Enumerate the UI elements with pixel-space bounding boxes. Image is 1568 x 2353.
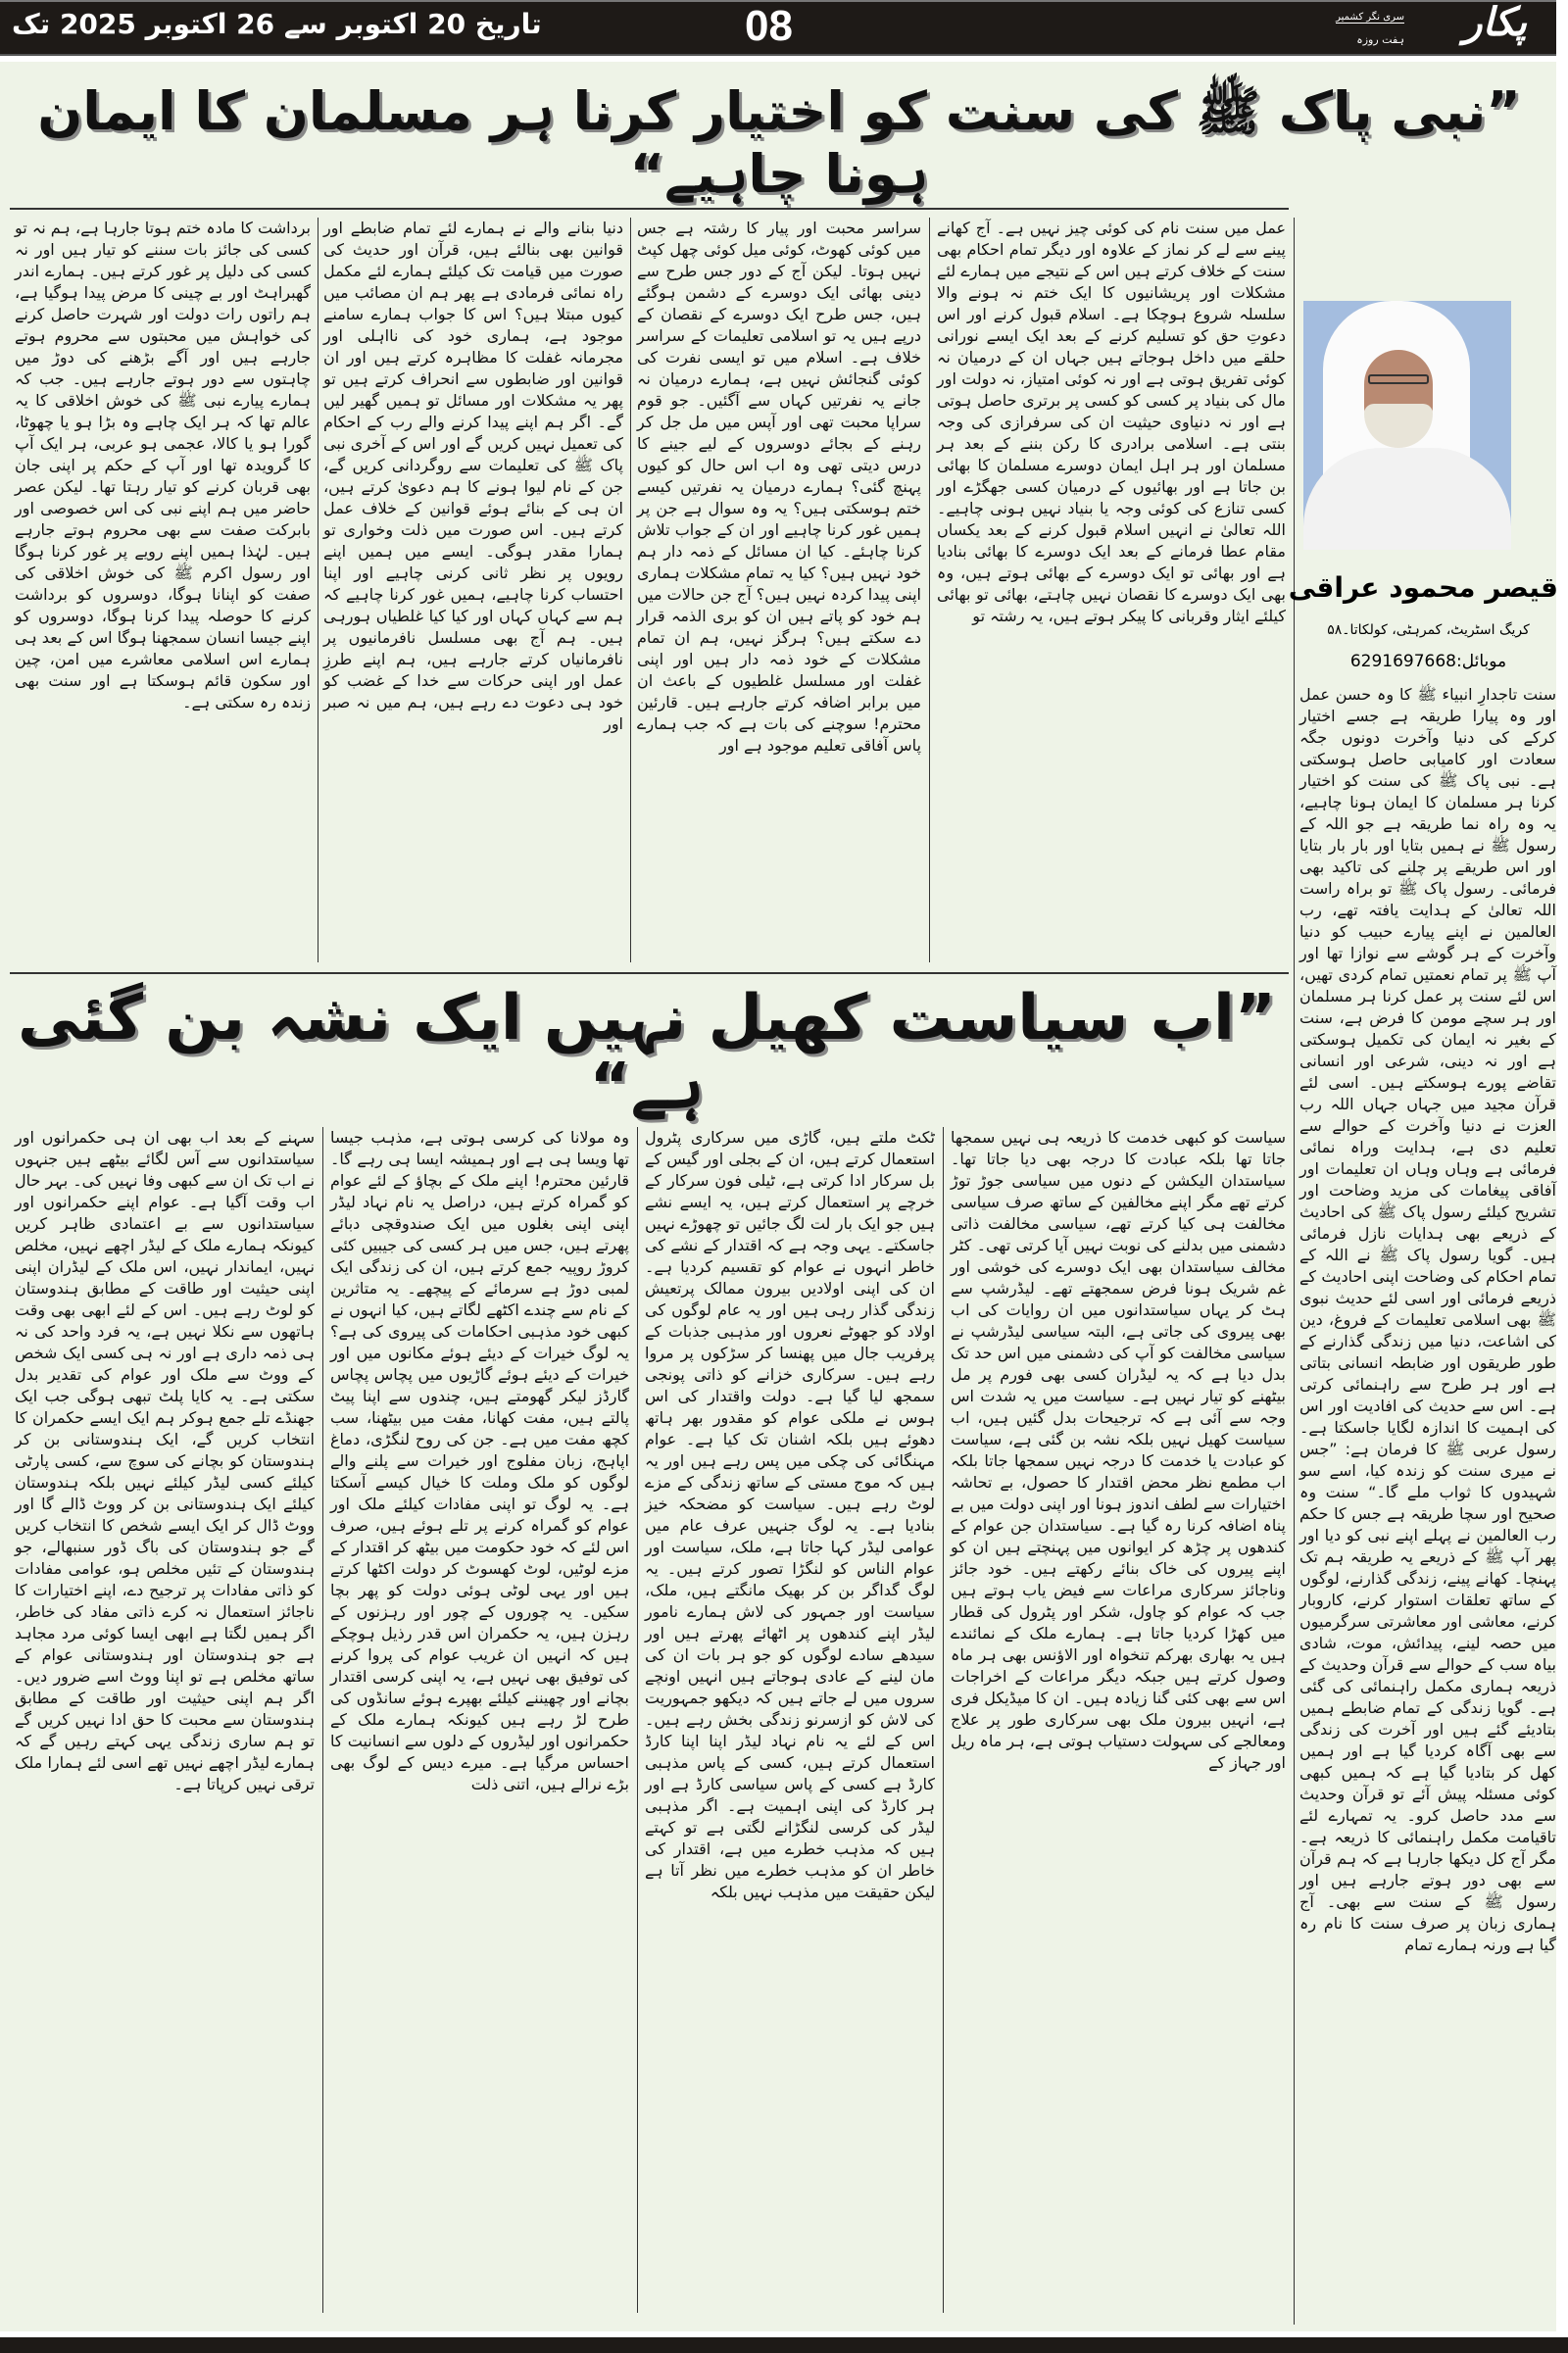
logo-title: پکار <box>1463 0 1527 45</box>
author-name: قیصر محمود عراقی <box>1288 571 1558 604</box>
author-mobile: موبائل:6291697668 <box>1349 652 1507 671</box>
article2-column-4: سہنے کے بعد اب بھی ان ہی حکمرانوں اور سیاستدانوں سے آس لگائے بیٹھے ہیں جنہوں نے اب تک ان سے کبھی وفا نہیں کی۔ بہر حال اب وقت آگیا ہے۔ عوام اپنے حکمرانوں اور سیاستدانوں سے بے اعتمادی ظاہر کریں کیونکہ ہمارے ملک کے لیڈر اچھے نہیں، مخلص نہیں، ایماندار نہیں، اس ملک کے لیڈران اپنی اپنی حیثیت اور طاقت کے مطابق ہندوستان کو لوٹ رہے ہیں۔ اس کے لئے ابھی بھی وقت ہاتھوں سے نکلا نہیں ہے، یہ فرد واحد کی نہ ہی ذمہ داری ہے اور نہ ہی کسی ایک شخص کے ووٹ سے ملک اور عوام کی تقدیر بدل سکتی ہے۔ یہ کایا پلٹ تبھی ہوگی جب ایک جھنڈے تلے جمع ہوکر ہم ایک ایسے حکمران کا انتخاب کریں گے، ایک ہندوستانی بن کر ہندوستان کو بچانے کی سوچ سے، کسی پارٹی کیلئے کسی لیڈر کیلئے نہیں بلکہ ہندوستان کیلئے ایک ہندوستانی بن کر ووٹ ڈالے گا اور ووٹ ڈال کر ایک ایسے شخص کا انتخاب کریں گے جو ہندوستان کی باگ ڈور سنبھالے، جو ہندوستان کے تئیں مخلص ہو، عوامی مفادات کو ذاتی مفادات پر ترجیح دے، اپنے اختیارات کا ناجائز استعمال نہ کرے ذاتی مفاد کی خاطر، اگر ہمیں لگتا ہے ابھی ایسا کوئی مرد مجاہد ہے جو ہندوستان اور ہندوستانی عوام کے ساتھ مخلص ہے تو اپنا ووٹ اسے ضرور دیں۔ اگر ہم اپنی حیثیت اور طاقت کے مطابق ہندوستان سے محبت کا حق ادا نہیں کریں گے تو ہم ساری زندگی یہی کہتے رہیں گے کہ ہمارے لیڈر اچھے نہیں تھے اسی لئے ہمارا ملک ترقی نہیں کرپاتا ہے۔ <box>15 1128 315 1793</box>
article1-column-4: برداشت کا مادہ ختم ہوتا جارہا ہے، ہم نہ تو کسی کی جائز بات سننے کو تیار ہیں اور نہ کسی کی دلیل پر غور کرتے ہیں۔ ہمارے اندر گھبراہٹ اور بے چینی کا مرض پیدا ہوگیا ہے، ہم راتوں رات دولت اور شہرت حاصل کرنے کی خواہش میں محبتوں سے محروم ہوتے جارہے ہیں اور آگے بڑھنے کی دوڑ میں چاہتوں سے دور ہوتے جارہے ہیں۔ جب کہ ہمارے پیارے نبی ﷺ کی خوش اخلاقی کا یہ عالم تھا کہ ہر ایک چاہے وہ بڑا ہو یا چھوٹا، گورا ہو یا کالا، عجمی ہو عربی، ہر ایک آپ کا گرویدہ تھا اور آپ کے حکم پر اپنی جان بھی قربان کرنے کو تیار رہتا تھا۔ لیکن عصر حاضر میں ہم اپنے نبی کی اس خصوصی اور بابرکت صفت سے بھی محروم ہوتے جارہے ہیں۔ لہٰذا ہمیں اپنے رویے پر غور کرنا ہوگا اور رسول اکرم ﷺ کی خوش اخلاقی کی صفت کو اپنانا ہوگا، دوسروں کو برداشت کرنے کا حوصلہ پیدا کرنا ہوگا، دوسروں کو اپنے جیسا انسان سمجھنا ہوگا اس کے بعد ہی ہمارے اس اسلامی معاشرے میں امن، چین اور سکون قائم ہوسکتا ہے اور سنت بھی زندہ رہ سکتی ہے۔ <box>15 219 311 711</box>
author-photo <box>1303 301 1511 550</box>
sidebar-divider <box>1294 218 1295 2325</box>
article2-column-1: سیاست کو کبھی خدمت کا ذریعہ ہی نہیں سمجھا جاتا تھا بلکہ عبادت کا درجہ بھی دیا جاتا تھا۔ سیاستدان الیکشن کے دنوں میں سیاسی جوڑ توڑ کرتے تھے مگر اپنے مخالفین کے ساتھ صرف سیاسی مخالفت ہی کیا کرتے تھے، سیاسی مخالفت ذاتی دشمنی میں بدلنے کی نوبت نہیں آیا کرتی تھی۔ کٹر مخالف سیاستدان بھی ایک دوسرے کی خوشی اور غم شریک ہونا فرض سمجھتے تھے۔ لیڈرشپ سے ہٹ کر یہاں سیاستدانوں میں ان روایات کی اب بھی پیروی کی جاتی ہے، البتہ سیاسی لیڈرشپ نے سیاسی مخالفت کو آپ کی دشمنی میں اس حد تک بدل دیا ہے کہ یہ لیڈران کسی بھی فورم پر مل بیٹھنے کو تیار نہیں ہے۔ سیاست میں یہ شدت اس وجہ سے آئی ہے کہ ترجیحات بدل گئیں ہیں، اب سیاست کھیل نہیں بلکہ نشہ بن گئی ہے، سیاست کو عبادت یا خدمت کا درجہ نہیں سمجھا جاتا بلکہ اب مطمع نظر محض اقتدار کا حصول، بے تحاشہ اختیارات سے لطف اندوز ہونا اور اپنی دولت میں بے پناہ اضافہ کرنا رہ گیا ہے۔ سیاستدان جن عوام کے کندھوں پر چڑھ کر ایوانوں میں پہنچتے ہیں ان کو اپنے پیروں کی خاک بنائے رکھتے ہیں۔ خود جائز وناجائز سرکاری مراعات سے فیض یاب ہوتے ہیں جب کہ عوام کو چاول، شکر اور پٹرول کی قطار میں کھڑا کردیا جاتا ہے۔ ہمارے ملک کے نمائندے ہیں یہ بھاری بھرکم تنخواہ اور الاؤنس بھی ہر ماہ وصول کرتے ہیں جبکہ دیگر مراعات کے اخراجات اس سے بھی کئی گنا زیادہ ہیں۔ ان کا میڈیکل فری ہے، انہیں بیرون ملک بھی سرکاری طور پر علاج ومعالجے کی سہولت دستیاب ہوتی ہے، ہر ماہ ریل اور جہاز کے <box>951 1128 1286 1772</box>
newspaper-logo <box>1282 0 1527 55</box>
footer-bar <box>0 2337 1568 2353</box>
divider <box>10 208 1289 210</box>
article2-column-3: وہ مولانا کی کرسی ہوتی ہے، مذہب جیسا تھا ویسا ہی ہے اور ہمیشہ ایسا ہی رہے گا۔ قارئین محترم! اپنے ملک کے بچاؤ کے لئے عوام کو گمراہ کرتے ہیں، دراصل یہ نام نہاد لیڈر اپنی اپنی بغلوں میں ایک صندوقچی دبائے پھرتے ہیں، جس میں ہر کسی کی جیبیں کئی کروڑ روپیہ جمع کرتے ہیں، ان کی زندگی ایک لمبی دوڑ ہے سرمائے کے پیچھے۔ یہ متاثرین کے نام سے چندے اکٹھے لگاتے ہیں، کیا انہوں نے کبھی خود مذہبی احکامات کی پیروی کی ہے؟ یہ لوگ خیرات کے دیئے ہوئے مکانوں میں اور خیرات کے دیئے ہوئے گاڑیوں میں پچاس پچاس گارڈز لیکر گھومتے ہیں، چندوں سے اپنا پیٹ پالتے ہیں، مفت کھانا، مفت میں بیٹھنا، سب کچھ مفت میں ہے۔ جن کی روح لنگڑی، دماغ اپاہج، زبان مفلوج اور خیرات سے پلنے والے لوگوں کو ملک وملت کا خیال کیسے آسکتا ہے۔ یہ لوگ تو اپنی مفادات کیلئے ملک اور عوام کو گمراہ کرنے پر تلے ہوئے ہیں، صرف اس لئے کہ خود حکومت میں بیٹھ کر اقتدار کے مزے لوٹیں، لوٹ کھسوٹ کر دولت اکٹھا کرتے ہیں اور یہی لوٹی ہوئی دولت کو پھر بچا سکیں۔ یہ چوروں کے چور اور رہزنوں کے رہزن ہیں، یہ حکمران اس قدر رذیل ہوچکے ہیں کہ انہیں ان غریب عوام کی پروا کرنے کی توفیق بھی نہیں ہے، یہ اپنی کرسی اقتدار بچانے اور چھیننے کیلئے بھپرے ہوئے سانڈوں کی طرح لڑ رہے ہیں کیونکہ ہمارے ملک کے حکمرانوں اور لیڈروں کے دلوں سے انسانیت کا احساس مرگیا ہے۔ میرے دیس کے لوگ بھی بڑے نرالے ہیں، اتنی ذلت <box>330 1128 629 1793</box>
column-divider <box>929 218 930 962</box>
page-number: 08 <box>745 2 793 50</box>
article2-column-2: ٹکٹ ملتے ہیں، گاڑی میں سرکاری پٹرول استعمال کرتے ہیں، ان کے بجلی اور گیس کے بل سرکار ادا کرتی ہے، ٹیلی فون سرکار کے خرچے پر استعمال کرتے ہیں، یہ ایسے نشے ہیں جو ایک بار لت لگ جائیں تو چھوڑے نہیں جاسکتے۔ یہی وجہ ہے کہ اقتدار کے نشے کی خاطر انہوں نے عوام کو تقسیم کردیا ہے۔ ان کی اپنی اولادیں بیرون ممالک پرتعیش زندگی گذار رہی ہیں اور یہ عام لوگوں کی اولاد کو جھوٹے نعروں اور مذہبی جذبات کے پرفریب جال میں پھنسا کر سڑکوں پر مروا رہے ہیں۔ سرکاری خزانے کو ذاتی پونجی سمجھ لیا گیا ہے۔ دولت واقتدار کی اس ہوس نے ملکی عوام کو مقدور بھر ہاتھ دھوئے ہیں بلکہ اشنان تک کیا ہے۔ عوام مہنگائی کی چکی میں پس رہے ہیں اور یہ ہیں کہ موج مستی کے ساتھ زندگی کے مزے لوٹ رہے ہیں۔ سیاست کو مضحکہ خیز بنادیا ہے۔ یہ لوگ جنہیں عرف عام میں عوامی لیڈر کہا جاتا ہے، ملک، سیاست اور عوام الناس کو لنگڑا تصور کرتے ہیں۔ یہ لوگ گداگر بن کر بھیک مانگتے ہیں، ملک، سیاست اور جمہور کی لاش ہمارے نامور لیڈر اپنے کندھوں پر اٹھائے پھرتے ہیں اور سیدھے سادے لوگوں کو جو ہر بات ان کی مان لینے کے عادی ہوجاتے ہیں انہیں اونچے سروں میں لے جاتے ہیں کہ دیکھو جمہوریت کی لاش کو ازسرنو زندگی بخش رہے ہیں۔ اس کے لئے یہ نام نہاد لیڈر اپنا اپنا کارڈ استعمال کرتے ہیں، کسی کے پاس مذہبی کارڈ ہے کسی کے پاس سیاسی کارڈ ہے اور ہر کارڈ کی اپنی اہمیت ہے۔ اگر مذہبی لیڈر کی کرسی لنگڑانے لگتی ہے تو کہتے ہیں کہ مذہب خطرے میں ہے، اقتدار کی خاطر ان کو مذہب خطرے میں نظر آتا ہے لیکن حقیقت میں مذہب نہیں بلکہ <box>645 1128 935 1901</box>
column-divider <box>637 1127 638 2313</box>
article2-headline: ”اب سیاست کھیل نہیں ایک نشہ بن گئی ہے“ <box>18 982 1276 1123</box>
logo-weekly: ہفت روزہ <box>1356 33 1404 46</box>
article1-headline: ”نبی پاک ﷺ کی سنت کو اختیار کرنا ہر مسلمان کا ایمان ہونا چاہیے“ <box>37 80 1521 205</box>
article1-column-2: سراسر محبت اور پیار کا رشتہ ہے جس میں کوئی کھوٹ، کوئی میل کوئی چھل کپٹ نہیں ہوتا۔ لیکن آج کے دور جس طرح سے دینی بھائی ایک دوسرے کے دشمن ہوگئے ہیں، جس طرح ایک دوسرے کے نقصان کے درپے ہیں یہ تو اسلامی تعلیمات کے سراسر خلاف ہے۔ اسلام میں تو ایسی نفرت کی کوئی گنجائش نہیں ہے، ہمارے درمیان نہ جانے یہ نفرتیں کہاں سے آگئیں۔ جو قوم سراپا محبت تھی اور آپس میں مل جل کر رہنے کے بجائے دوسروں کے لیے جینے کا درس دیتی تھی وہ اب اس حال کو کیوں پہنچ گئی؟ ہمارے درمیان یہ نفرتیں کیسے ختم ہوسکتی ہیں؟ یہ وہ سوال ہے جن پر ہمیں غور کرنا چاہیے اور ان کے جواب تلاش کرنا چاہئے۔ کیا ان مسائل کے ذمہ دار ہم خود نہیں ہیں؟ کیا یہ تمام مشکلات ہماری اپنی پیدا کردہ نہیں ہیں؟ آج جن حالات میں ہم خود کو پاتے ہیں ان کو بری الذمہ قرار دے سکتے ہیں؟ ہرگز نہیں، ہم ان تمام مشکلات کے خود ذمہ دار ہیں اور اپنی غفلت اور مسلسل غلطیوں کے باعث ان میں برابر اضافہ کرتے جارہے ہیں۔ قارئین محترم! سوچنے کی بات ہے کہ جب ہمارے پاس آفاقی تعلیم موجود ہے اور <box>637 219 921 755</box>
article1-column-1: عمل میں سنت نام کی کوئی چیز نہیں ہے۔ آج کھانے پینے سے لے کر نماز کے علاوہ اور دیگر تمام احکام بھی سنت کے خلاف کرتے ہیں اس کے نتیجے میں ہمارے لئے مشکلات اور پریشانیوں کا ایک ختم نہ ہونے والا سلسلہ شروع ہوچکا ہے۔ اسلام قبول کرنے اور اس دعوتِ حق کو تسلیم کرنے کے بعد ایک ایسے نورانی حلقے میں داخل ہوجاتے ہیں جہاں ان کے درمیان نہ کوئی تفریق ہوتی ہے اور نہ کوئی امتیاز، نہ دولت اور مال کی بنیاد پر کسی کو کسی پر برتری حاصل ہوتی ہے اور نہ دنیاوی حیثیت ان کی سرفرازی کی وجہ بنتی ہے۔ اسلامی برادری کا رکن بننے کے بعد ہر مسلمان اور ہر اہل ایمان دوسرے مسلمان کا بھائی بن جاتا ہے اور بھائیوں کے درمیان کسی جھگڑے اور کسی تنازع کی کوئی وجہ یا بنیاد نہیں ہونی چاہیے۔ اللہ تعالیٰ نے انہیں اسلام قبول کرنے کے بعد یکساں مقام عطا فرمانے کے بعد ایک دوسرے کا بھائی بنادیا ہے اور بھائی تو ایک دوسرے کے بھائی ہوتے ہیں، وہ بھی ایک دوسرے کا نقصان نہیں چاہتے، بھائی تو بھائی کیلئے ایثار وقربانی کا پیکر ہوتے ہیں، یہ رشتہ تو <box>937 219 1287 625</box>
column-divider <box>322 1127 323 2313</box>
article1-sidebar-text: سنت تاجدارِ انبیاء ﷺ کا وہ حسن عمل اور وہ پیارا طریقہ ہے جسے اختیار کرکے کی دنیا وآخرت دونوں جگہ سعادت اور کامیابی حاصل ہوسکتی ہے۔ نبی پاک ﷺ کی سنت کو اختیار کرنا ہر مسلمان کا ایمان ہونا چاہیے، یہ وہ راہ نما طریقہ ہے جو اللہ کے رسول ﷺ نے ہمیں بتایا اور بار بار بتایا اور اس طریقے پر چلنے کی تاکید بھی فرمائی۔ رسول پاک ﷺ تو براہ راست اللہ تعالیٰ کے ہدایت یافتہ تھے، رب العالمین نے اپنے پیارے حبیب کو دنیا وآخرت کے ہر گوشے سے نوازا تھا اور آپ ﷺ پر تمام نعمتیں تمام کردی تھیں، اس لئے سنت پر عمل کرنا ہر مسلمان اور ہر سچے مومن کا فرض ہے، سنت کے بغیر نہ ایمان کی تکمیل ہوسکتی ہے اور نہ دینی، شرعی اور انسانی تقاضے پورے ہوسکتے ہیں۔ اسی لئے قرآن مجید میں جہاں جہاں اللہ رب العزت نے دنیا وآخرت کے حوالے سے تعلیم دی ہے، ہدایت وراہ نمائی فرمائی ہے وہاں وہاں ان تعلیمات اور آفاقی پیغامات کی مزید وضاحت اور تشریح کیلئے رسول پاک ﷺ کی احادیث کے ذریعے بھی ہدایات نازل فرمائی ہیں۔ گویا رسول پاک ﷺ نے اللہ کے تمام احکام کی وضاحت اپنی احادیث کے ذریعے فرمائی اور اسی لئے حدیث نبوی ﷺ بھی اسلامی تعلیمات کے فروغ، دین کی اشاعت، دنیا میں زندگی گذارنے کے طور طریقوں اور ضابطہ انسانی بتاتی ہے اور ہر طرح سے راہنمائی کرتی ہے۔ اس سے حدیث کی افادیت اور اس کی اہمیت کا اندازہ لگایا جاسکتا ہے۔ رسول عربی ﷺ کا فرمان ہے: ”جس نے میری سنت کو زندہ کیا، اسے سو شہیدوں کا ثواب ملے گا۔“ سنت وہ صحیح اور سچا طریقہ ہے جس کا حکم رب العالمین نے پہلے اپنے نبی کو دیا اور پھر آپ ﷺ کے ذریعے یہ طریقہ ہم تک پہنچا۔ کھانے پینے، زندگی گذارنے، لوگوں کے ساتھ تعلقات استوار کرنے، کاروبار کرنے، معاشی اور معاشرتی سرگرمیوں میں حصہ لینے، پیدائش، موت، شادی بیاہ سب کے حوالے سے قرآن وحدیث کے ذریعہ ہماری مکمل راہنمائی کی گئی ہے۔ گویا زندگی کے تمام ضابطے ہمیں بتادیئے گئے ہیں اور آخرت کی زندگی سے بھی آگاہ کردیا گیا ہے اور ہمیں کھل کر بتادیا گیا ہے کہ ہمیں کبھی کوئی مسئلہ پیش آئے تو قرآن وحدیث سے مدد حاصل کرو۔ یہ تمہارے لئے تاقیامت مکمل راہنمائی کا ذریعہ ہے۔ مگر آج کل دیکھا جارہا ہے کہ ہم قرآن سے بھی دور ہوتے جارہے ہیں اور رسول ﷺ کے سنت سے بھی۔ آج ہماری زبان پر صرف سنت کا نام رہ گیا ہے ورنہ ہمارے تمام <box>1299 685 1556 1954</box>
logo-city: سری نگر کشمیر <box>1336 12 1404 23</box>
article1-column-3: دنیا بنانے والے نے ہمارے لئے تمام ضابطے اور قوانین بھی بنالئے ہیں، قرآن اور حدیث کی صورت میں قیامت تک کیلئے ہمارے لئے مکمل راہ نمائی فرمادی ہے پھر ہم ان مصائب میں کیوں مبتلا ہیں؟ اس کا جواب ہمارے سامنے موجود ہے، ہماری خود کی نااہلی اور مجرمانہ غفلت کا مظاہرہ کرتے ہیں اور ان قوانین اور ضابطوں سے انحراف کرتے ہیں تو پھر یہ مشکلات اور مسائل تو ہمیں گھیر لیں گے۔ اگر ہم اپنے پیدا کرنے والے رب کے احکام کی تعمیل نہیں کریں گے اور اس کے آخری نبی پاک ﷺ کی تعلیمات سے روگردانی کریں گے، جن کے نام لیوا ہونے کا ہم دعویٰ کرتے ہیں، ان ہی کے بنائے ہوئے قوانین کے خلاف عمل کرتے ہیں۔ اس صورت میں ذلت وخواری تو ہمارا مقدر ہوگی۔ ایسے میں ہمیں اپنے رویوں پر نظر ثانی کرنی چاہیے اور اپنا احتساب کرنا چاہیے، ہمیں غور کرنا چاہیے کہ ہم سے کہاں کہاں اور کیا کیا غلطیاں ہورہی ہیں۔ ہم آج بھی مسلسل نافرمانیوں پر نافرمانیاں کرتے جارہے ہیں، ہم اپنے طرزِ عمل اور اپنی حرکات سے خدا کے غضب کو خود ہی دعوت دے رہے ہیں، ہم میں نہ صبر اور <box>323 219 623 733</box>
column-divider <box>943 1127 944 2313</box>
masthead-bar <box>0 0 1556 56</box>
author-address: کریگ اسٹریٹ، کمرہٹی، کولکاتا۔۵۸ <box>1327 622 1530 638</box>
divider <box>10 972 1289 974</box>
column-divider <box>630 218 631 962</box>
issue-date: تاریخ 20 اکتوبر سے 26 اکتوبر 2025 تک <box>12 8 542 40</box>
